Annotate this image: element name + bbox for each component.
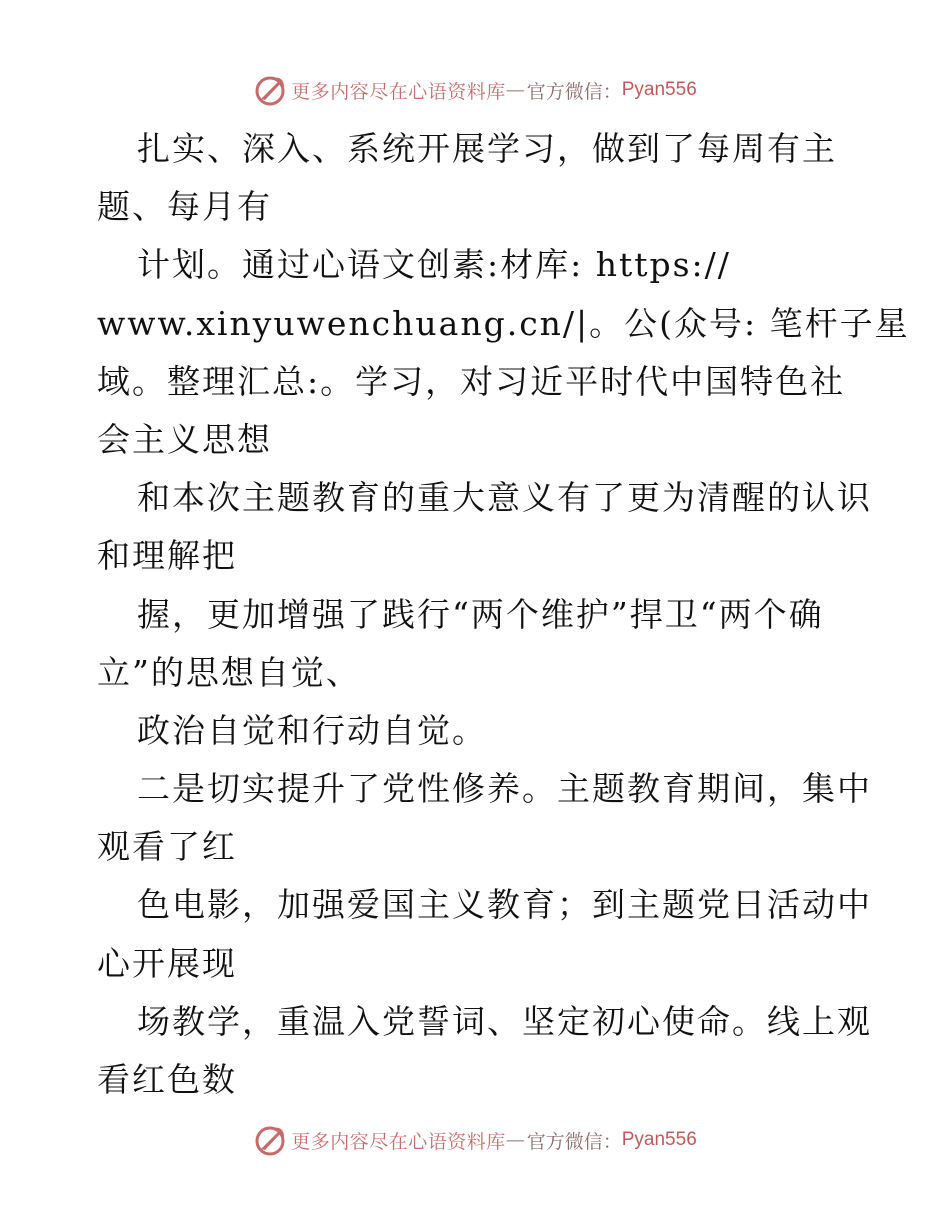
text-line: 色电影，加强爱国主义教育；到主题党日活动中 [137,885,872,925]
text-line: www.xinyuwenchuang.cn/|。公(众号: 笔杆子星 [97,303,910,343]
text-line: 握，更加增强了践行“两个维护”捍卫“两个确 [137,594,824,634]
document-body [97,120,910,1109]
header-watermark [0,70,950,110]
quill-seal-icon [253,1123,287,1157]
text-line: 心开展现 [97,943,237,983]
text-line: 域。整理汇总:。学习，对习近平时代中国特色社 [97,361,846,401]
watermark-label: 官方微信： [526,80,622,103]
watermark-handle: Pyan556 [621,79,697,100]
footer-watermark [0,1120,950,1160]
text-line: 和理解把 [97,536,237,576]
text-line: 和本次主题教育的重大意义有了更为清醒的认识 [137,478,872,518]
watermark-text: 更多内容尽在心语资料库 [291,80,506,103]
text-line: 题、每月有 [97,187,272,227]
text-line: 看红色数 [97,1060,237,1099]
text-line: 会主义思想 [97,419,272,459]
text-line: 计划。通过心语文创素:材库: https:// [137,245,731,285]
watermark-separator: — [505,1129,525,1151]
text-line: 场教学，重温入党誓词、坚定初心使命。线上观 [137,1001,872,1041]
text-line: 观看了红 [97,827,237,867]
watermark-label: 官方微信： [526,1130,622,1153]
text-line: 二是切实提升了党性修养。主题教育期间，集中 [137,769,872,809]
text-line: 政治自觉和行动自觉。 [137,710,487,750]
quill-seal-icon [253,73,287,107]
text-line: 立”的思想自觉、 [97,652,361,692]
text-line: 扎实、深入、系统开展学习，做到了每周有主 [137,129,837,168]
watermark-handle: Pyan556 [621,1129,697,1150]
watermark-separator: — [505,79,525,101]
watermark-text: 更多内容尽在心语资料库 [291,1130,506,1153]
